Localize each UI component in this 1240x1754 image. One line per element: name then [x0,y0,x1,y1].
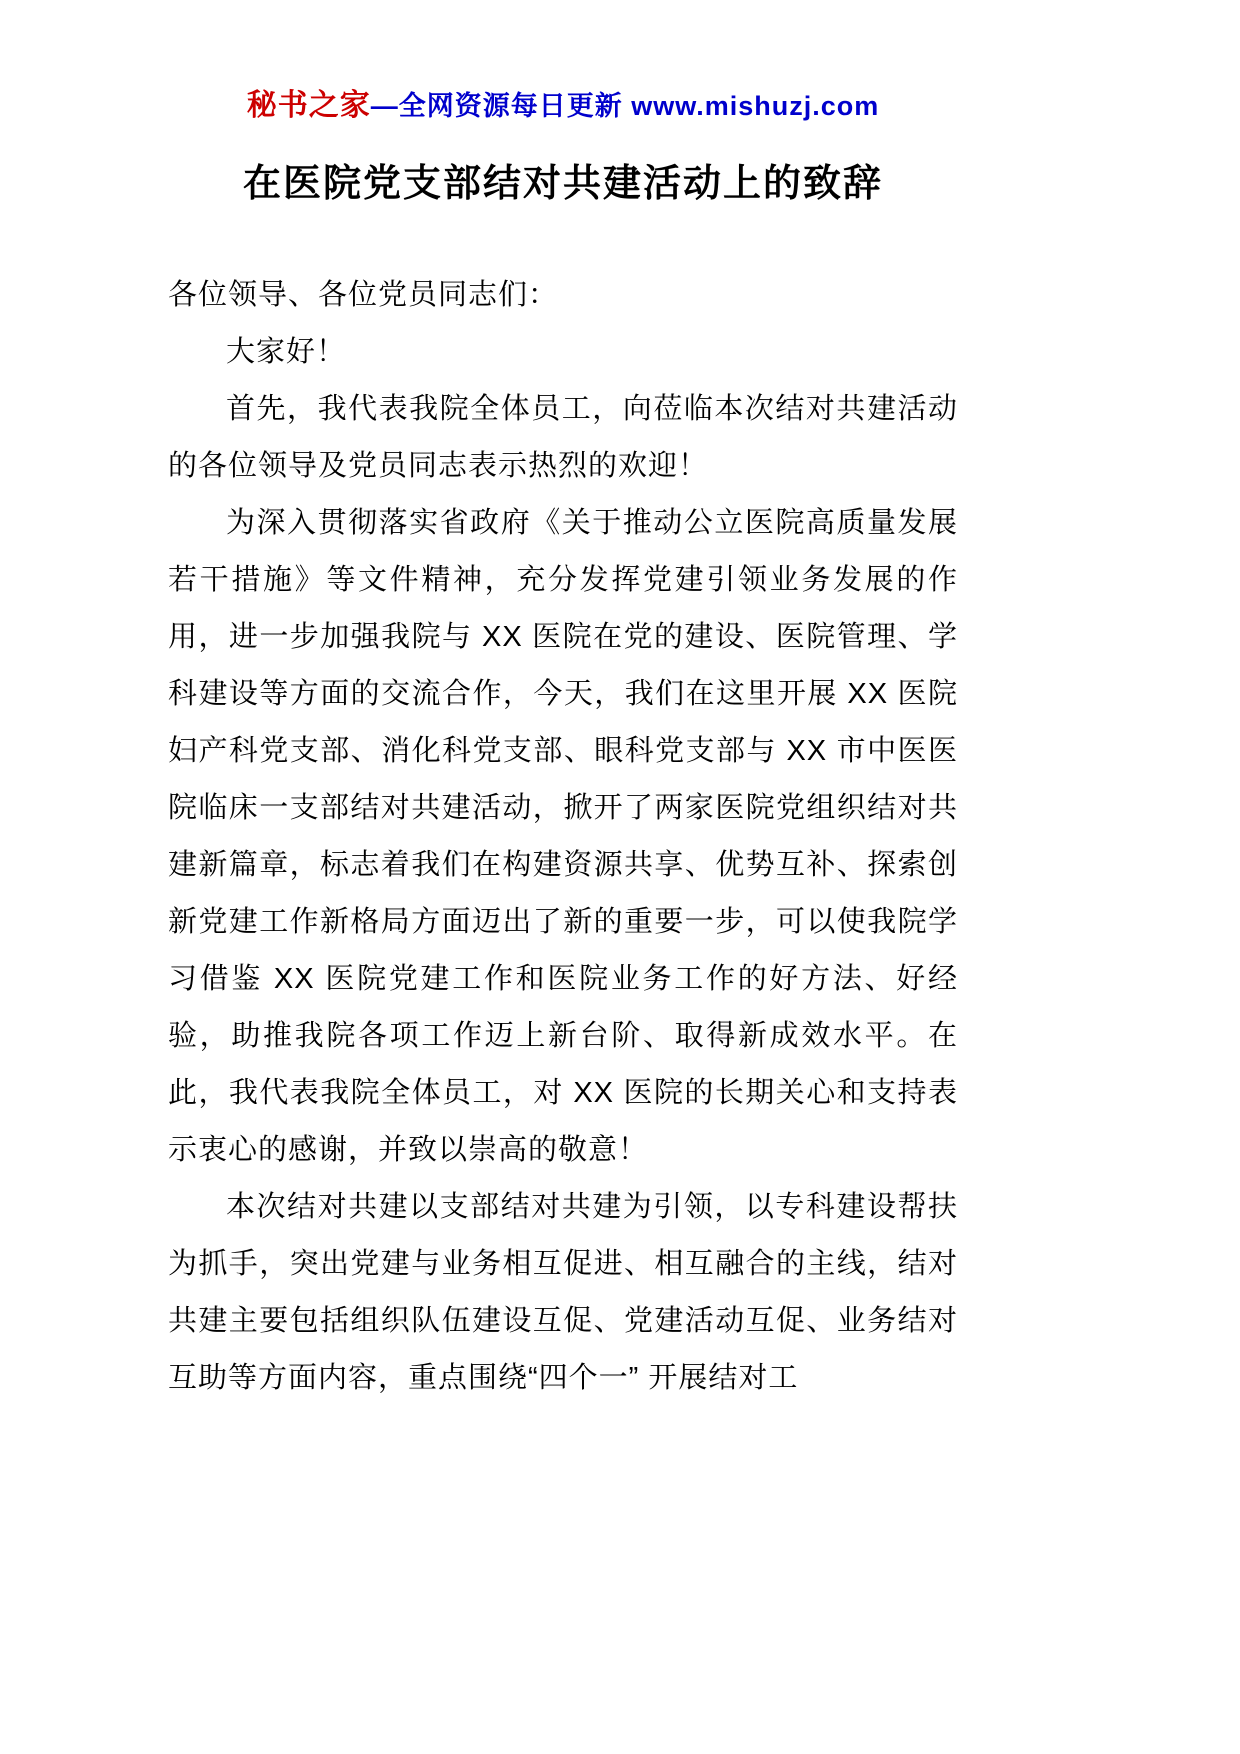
document-body [168,267,958,1407]
body-paragraph-greeting: 大家好！ [226,336,347,368]
site-header [168,80,958,124]
body-paragraph-activity-overview: 本次结对共建以支部结对共建为引领，以专科建设帮扶为抓手，突出党建与业务相互促进、相互融合的主线，结对共建主要包括组织队伍建设互促、党建活动互促、业务结对互助等方面内容，重点围绕“四个一” 开展结对工 [168,1191,958,1394]
document-title: 在医院党支部结对共建活动上的致辞 [242,163,883,205]
body-paragraph-salutation: 各位领导、各位党员同志们： [168,279,559,311]
body-paragraph-main: 为深入贯彻落实省政府《关于推动公立医院高质量发展若干措施》等文件精神，充分发挥党建引领业务发展的作用，进一步加强我院与 XX 医院在党的建设、医院管理、学科建设等方面的交流合作，今天，我们在这里开展 XX 医院妇产科党支部、消化科党支部、眼科党支部与 XX 市中医医院临床一支部结对共建活动，掀开了两家医院党组织结对共建新篇章，标志着我们在构建资源共享、优势互补、探索创新党建工作新格局方面迈出了新的重要一步，可以使我院学习借鉴 XX 医院党建工作和医院业务工作的好方法、好经验，助推我院各项工作迈上新台阶、取得新成效水平。在此，我代表我院全体员工，对 XX 医院的长期关心和支持表示衷心的感谢，并致以崇高的敬意！ [168,507,958,1166]
site-brand-text: 秘书之家 [246,89,371,122]
body-paragraph-welcome: 首先，我代表我院全体员工，向莅临本次结对共建活动的各位领导及党员同志表示热烈的欢迎！ [168,393,958,482]
site-tagline-text: —全网资源每日更新 www.mishuzj.com [370,91,880,121]
